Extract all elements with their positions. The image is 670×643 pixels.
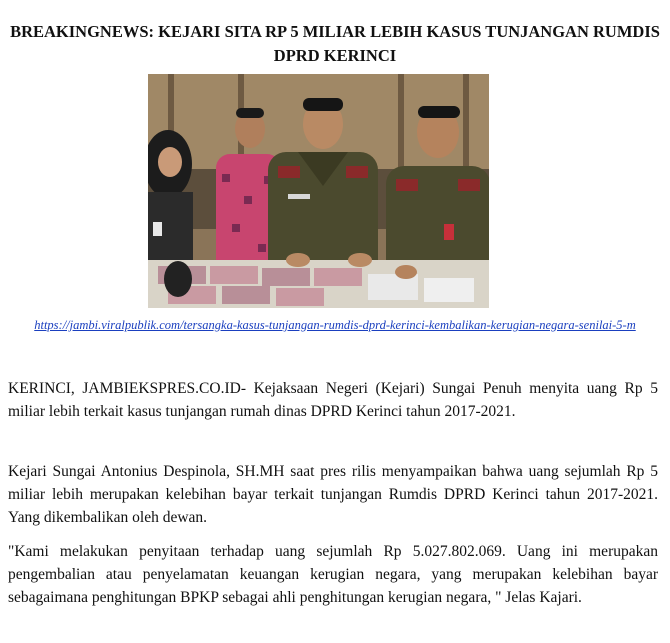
photo-caption: [10, 317, 660, 334]
paragraph-3: "Kami melakukan penyitaan terhadap uang sejumlah Rp 5.027.802.069. Uang ini merupakan pengembalian atau penyelamatan keuangan kerugian negara, yang merupakan kelebihan bayar sebagaimana penghitungan BPKP sebagai ahli penghitungan kerugian negara, " Jelas Kajari.: [8, 543, 658, 606]
news-photo: [148, 74, 489, 308]
press-conference-illustration: [148, 74, 489, 308]
source-link[interactable]: https://jambi.viralpublik.com/tersangka-kasus-tunjangan-rumdis-dprd-kerinci-kembalikan-kerugian-negara-senilai-5-m: [34, 318, 636, 332]
paragraph-1: KERINCI, JAMBIEKSPRES.CO.ID- Kejaksaan Negeri (Kejari) Sungai Penuh menyita uang Rp 5 miliar lebih terkait kasus tunjangan rumah dinas DPRD Kerinci tahun 2017-2021.: [8, 380, 658, 420]
paragraph-2: Kejari Sungai Antonius Despinola, SH.MH saat pres rilis menyampaikan bahwa uang sejumlah Rp 5 miliar lebih merupakan kelebihan bayar terkait tunjangan Rumdis DPRD Kerinci tahun 2017-2021. Yang dikembalikan oleh dewan.: [8, 463, 658, 526]
article-headline: BREAKINGNEWS: KEJARI SITA RP 5 MILIAR LEBIH KASUS TUNJANGAN RUMDIS DPRD KERINCI: [10, 22, 660, 65]
